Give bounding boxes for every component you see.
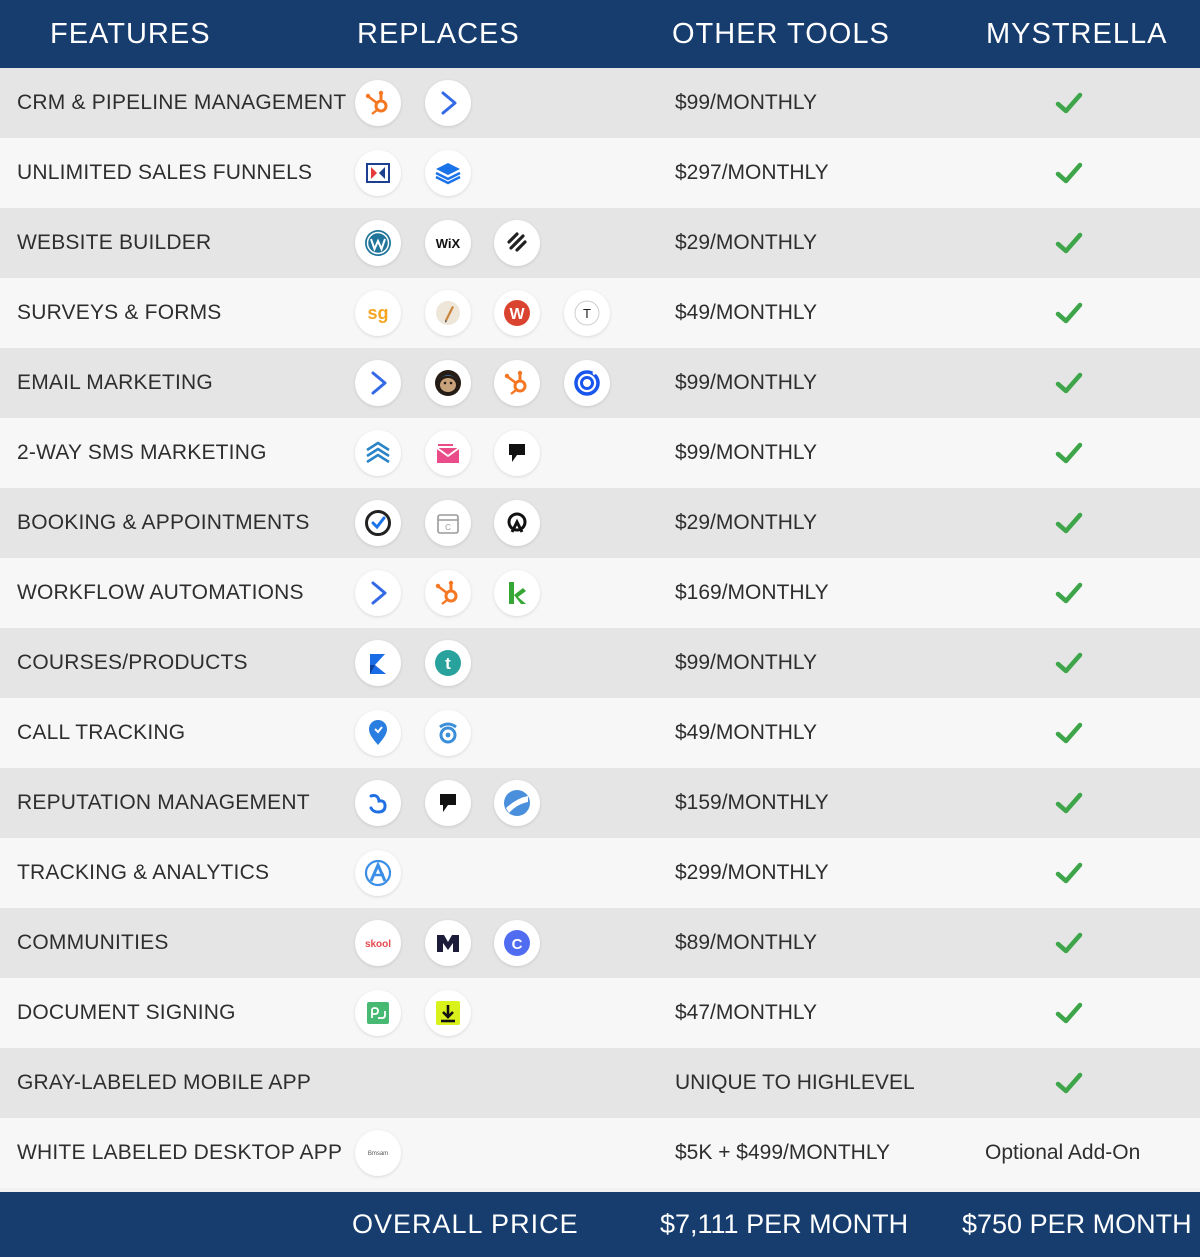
feature-name: CRM & PIPELINE MANAGEMENT xyxy=(17,91,347,114)
wordpress-icon xyxy=(355,220,401,266)
wix-icon xyxy=(425,220,471,266)
envelope-icon xyxy=(425,430,471,476)
feature-name: WEBSITE BUILDER xyxy=(17,231,212,254)
skool-icon xyxy=(355,920,401,966)
callrail-icon xyxy=(425,710,471,756)
replaced-tools xyxy=(355,348,655,418)
other-tools-price: $99/MONTHLY xyxy=(675,441,817,464)
check-icon xyxy=(1055,930,1083,956)
feature-name: REPUTATION MANAGEMENT xyxy=(17,791,310,814)
feature-name: SURVEYS & FORMS xyxy=(17,301,222,324)
table-row xyxy=(0,208,1200,278)
check-icon xyxy=(1055,790,1083,816)
replaced-tools xyxy=(355,418,655,488)
feature-name: UNLIMITED SALES FUNNELS xyxy=(17,161,313,184)
kajabi-icon xyxy=(355,640,401,686)
stack-icon xyxy=(355,430,401,476)
check-icon xyxy=(1055,580,1083,606)
header-replaces: REPLACES xyxy=(357,17,520,50)
clickfunnels-icon xyxy=(355,150,401,196)
other-tools-price: UNIQUE TO HIGHLEVEL xyxy=(675,1071,915,1094)
mystrella-total: $750 PER MONTH xyxy=(962,1209,1192,1239)
other-tools-price: $99/MONTHLY xyxy=(675,91,817,114)
other-tools-price: $49/MONTHLY xyxy=(675,301,817,324)
replaced-tools xyxy=(355,488,655,558)
replaced-tools xyxy=(355,558,655,628)
other-tools-price: $29/MONTHLY xyxy=(675,511,817,534)
header-mystrella: MYSTRELLA xyxy=(986,17,1168,50)
other-tools-price: $47/MONTHLY xyxy=(675,1001,817,1024)
pandadoc-icon xyxy=(355,990,401,1036)
squarespace-icon xyxy=(494,220,540,266)
other-tools-price: $99/MONTHLY xyxy=(675,371,817,394)
replaced-tools xyxy=(355,698,655,768)
feature-name: DOCUMENT SIGNING xyxy=(17,1001,236,1024)
constantcontact-icon xyxy=(564,360,610,406)
table-body xyxy=(0,68,1200,1188)
other-tools-price: $5K + $499/MONTHLY xyxy=(675,1141,890,1164)
other-tools-total: $7,111 PER MONTH xyxy=(660,1209,909,1239)
table-row xyxy=(0,768,1200,838)
check-icon xyxy=(1055,1000,1083,1026)
check-icon xyxy=(1055,720,1083,746)
table-row xyxy=(0,978,1200,1048)
replaced-tools xyxy=(355,628,655,698)
typeform-icon xyxy=(564,290,610,336)
podium-icon xyxy=(425,780,471,826)
other-tools-price: $169/MONTHLY xyxy=(675,581,829,604)
table-row xyxy=(0,698,1200,768)
table-row xyxy=(0,278,1200,348)
overall-price-label: OVERALL PRICE xyxy=(352,1209,579,1239)
svg-text:T: T xyxy=(583,306,591,321)
svg-text:sg: sg xyxy=(367,303,389,323)
download-icon xyxy=(425,990,471,1036)
check-icon xyxy=(1055,860,1083,886)
table-row xyxy=(0,418,1200,488)
feature-name: CALL TRACKING xyxy=(17,721,186,744)
feature-name: TRACKING & ANALYTICS xyxy=(17,861,270,884)
check-icon xyxy=(1055,370,1083,396)
other-tools-price: $159/MONTHLY xyxy=(675,791,829,814)
table-row xyxy=(0,138,1200,208)
mighty-icon xyxy=(425,920,471,966)
pencil-icon xyxy=(425,290,471,336)
replaced-tools xyxy=(355,838,655,908)
check-icon xyxy=(1055,650,1083,676)
keap-icon xyxy=(494,570,540,616)
svg-text:Bmsam: Bmsam xyxy=(367,1151,389,1157)
other-tools-price: $297/MONTHLY xyxy=(675,161,829,184)
feature-name: BOOKING & APPOINTMENTS xyxy=(17,511,310,534)
table-row xyxy=(0,1118,1200,1188)
birdeye-icon xyxy=(355,780,401,826)
table-row xyxy=(0,1048,1200,1118)
header-features: FEATURES xyxy=(50,17,211,50)
activecampaign-icon xyxy=(425,80,471,126)
svg-text:C: C xyxy=(511,936,523,953)
wufoo-icon xyxy=(494,290,540,336)
table-row xyxy=(0,68,1200,138)
header-other-tools: OTHER TOOLS xyxy=(672,17,890,50)
feature-name: WHITE LABELED DESKTOP APP xyxy=(17,1141,343,1164)
activecampaign-icon xyxy=(355,360,401,406)
svg-text:t: t xyxy=(445,654,451,673)
tiny-logo-icon xyxy=(355,1130,401,1176)
svg-text:W: W xyxy=(509,306,525,323)
hubspot-icon xyxy=(425,570,471,616)
other-tools-price: $29/MONTHLY xyxy=(675,231,817,254)
acuity-icon xyxy=(494,500,540,546)
mailchimp-icon xyxy=(425,360,471,406)
location-pin-icon xyxy=(355,710,401,756)
replaced-tools xyxy=(355,208,655,278)
calendar-icon xyxy=(425,500,471,546)
mystrella-value: Optional Add-On xyxy=(985,1141,1141,1164)
circle-icon xyxy=(494,920,540,966)
table-row xyxy=(0,628,1200,698)
replaced-tools xyxy=(355,1118,655,1188)
replaced-tools xyxy=(355,1048,655,1118)
other-tools-price: $49/MONTHLY xyxy=(675,721,817,744)
check-icon xyxy=(1055,510,1083,536)
feature-name: EMAIL MARKETING xyxy=(17,371,213,394)
feature-name: COMMUNITIES xyxy=(17,931,169,954)
table-row xyxy=(0,488,1200,558)
other-tools-price: $299/MONTHLY xyxy=(675,861,829,884)
check-icon xyxy=(1055,230,1083,256)
reputation-icon xyxy=(494,780,540,826)
other-tools-price: $89/MONTHLY xyxy=(675,931,817,954)
other-tools-price: $99/MONTHLY xyxy=(675,651,817,674)
replaced-tools xyxy=(355,768,655,838)
svg-text:WiX: WiX xyxy=(435,236,461,251)
replaced-tools xyxy=(355,978,655,1048)
check-icon xyxy=(1055,160,1083,186)
table-row xyxy=(0,838,1200,908)
replaced-tools xyxy=(355,908,655,978)
check-icon xyxy=(1055,1070,1083,1096)
feature-name: 2-WAY SMS MARKETING xyxy=(17,441,267,464)
check-icon xyxy=(1055,300,1083,326)
analytics-icon xyxy=(355,850,401,896)
replaced-tools xyxy=(355,278,655,348)
check-icon xyxy=(1055,440,1083,466)
activecampaign-icon xyxy=(355,570,401,616)
feature-name: GRAY-LABELED MOBILE APP xyxy=(17,1071,312,1094)
teachable-icon xyxy=(425,640,471,686)
table-row xyxy=(0,348,1200,418)
check-icon xyxy=(1055,90,1083,116)
hubspot-icon xyxy=(355,80,401,126)
layers-icon xyxy=(425,150,471,196)
replaced-tools xyxy=(355,68,655,138)
table-row xyxy=(0,558,1200,628)
svg-text:C: C xyxy=(445,523,451,532)
table-footer xyxy=(0,1192,1200,1257)
svg-text:skool: skool xyxy=(364,939,392,950)
surveygizmo-icon xyxy=(355,290,401,336)
replaced-tools xyxy=(355,138,655,208)
podium-icon xyxy=(494,430,540,476)
table-row xyxy=(0,908,1200,978)
calendly-icon xyxy=(355,500,401,546)
feature-name: COURSES/PRODUCTS xyxy=(17,651,248,674)
table-header xyxy=(0,0,1200,68)
hubspot-icon xyxy=(494,360,540,406)
feature-name: WORKFLOW AUTOMATIONS xyxy=(17,581,304,604)
